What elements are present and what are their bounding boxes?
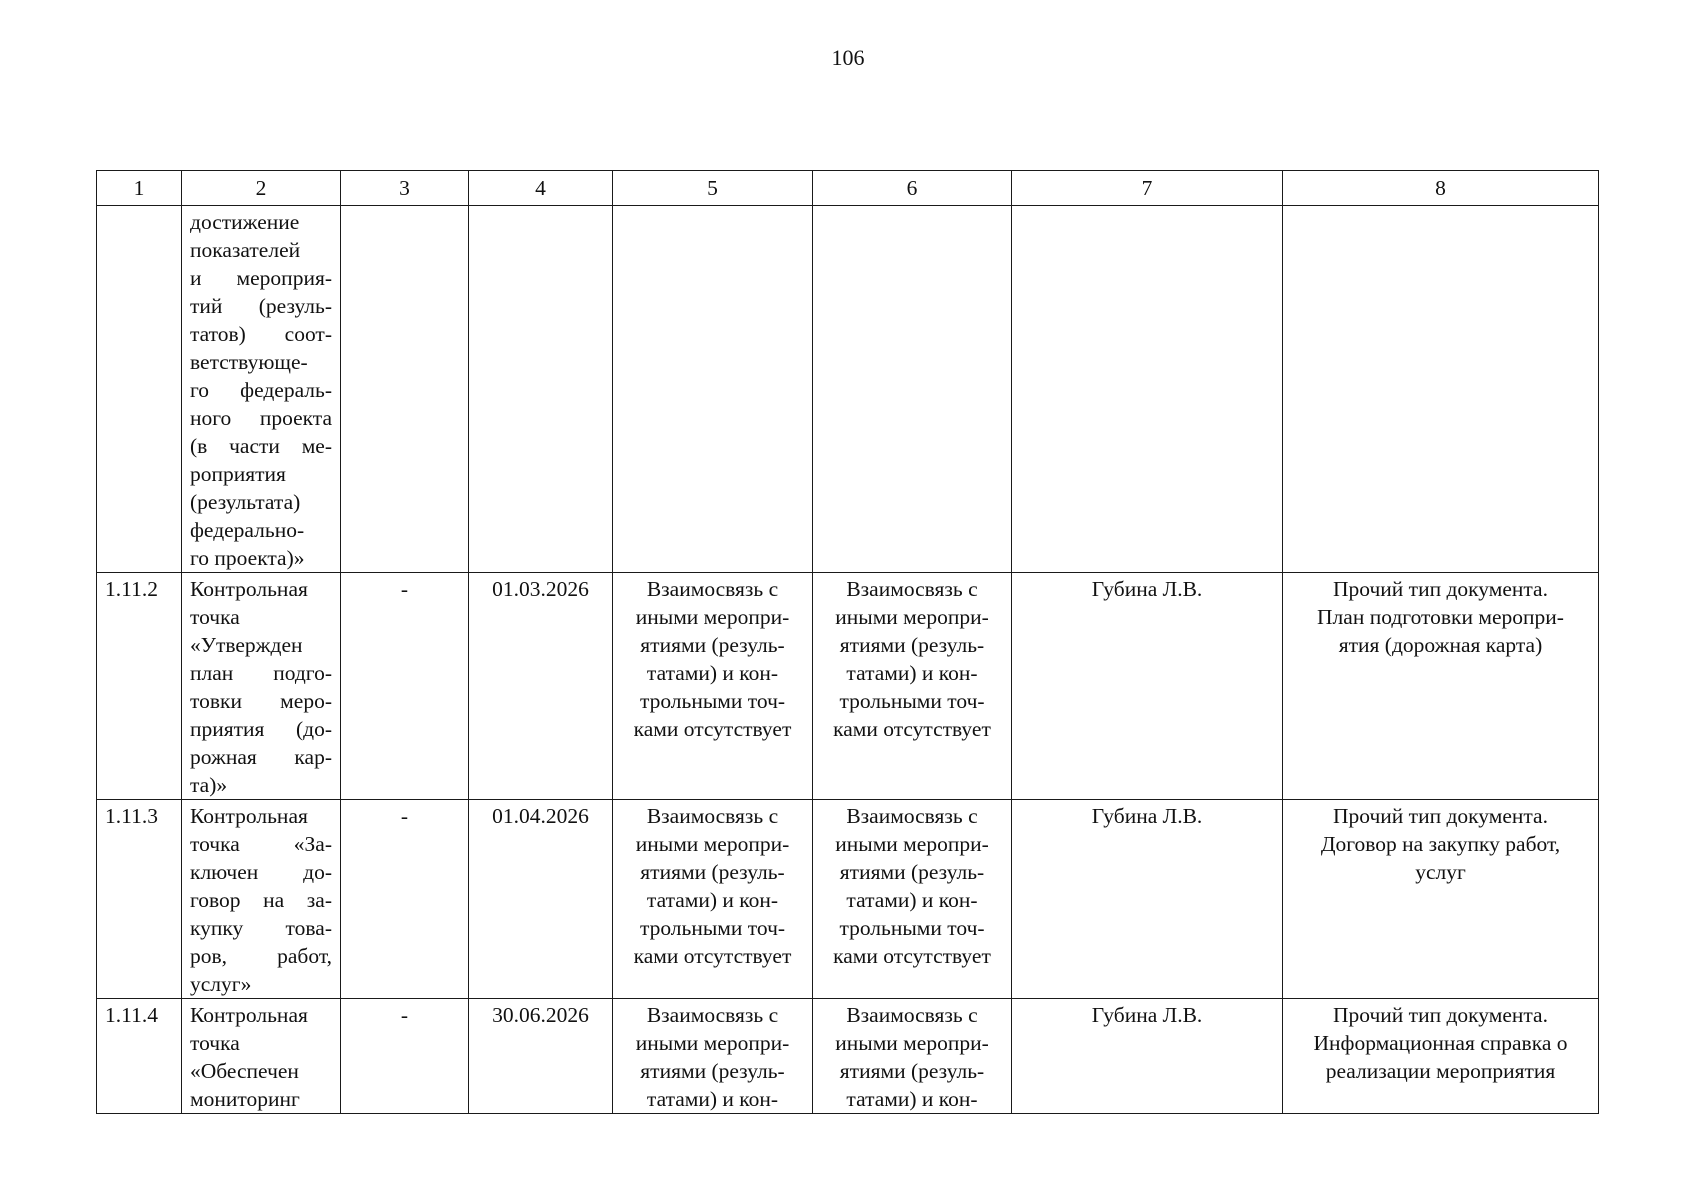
relation-cell-2-line: ками отсутствует [833,944,991,968]
schedule-table [96,170,1599,1114]
column-3-cell [341,206,469,573]
relation-cell-2-line: трольными точ- [839,916,985,940]
responsible-cell [1012,206,1283,573]
relation-cell-line: татами) и кон- [646,888,779,912]
column-3-cell-text [349,206,460,208]
relation-cell-2-line: татами) и кон- [846,661,978,685]
row-number-cell-text: 1.11.2 [105,577,158,601]
event-name-cell-line: та)» [190,773,228,797]
relation-cell-2-line: Взаимосвязь с [846,804,978,828]
row-number-cell [97,573,182,800]
event-name-cell-line: показателей [190,238,301,262]
event-name-cell-line: тий (резуль- [190,294,332,318]
event-name-cell-line: точка [190,605,240,629]
page-number: 106 [831,45,865,70]
document-cell-line: услуг [1415,860,1466,884]
event-name-cell-line: точка «За- [190,832,332,856]
column-header-1: 1 [97,171,182,206]
relation-cell-2-line: иными меропри- [835,1031,989,1055]
date-cell-text: 01.04.2026 [492,804,589,828]
relation-cell [613,800,813,999]
document-cell-line: Информационная справка о [1313,1031,1568,1055]
table-row [97,573,1599,800]
event-name-cell-line: услуг» [190,972,252,996]
event-name-cell-line: Контрольная [190,1003,308,1027]
event-name-cell-line: (результата) [190,490,301,514]
relation-cell-line: ятиями (резуль- [640,1059,785,1083]
column-header-6: 6 [813,171,1012,206]
event-name-cell-line: приятия (до- [190,717,332,741]
responsible-cell-text: Губина Л.В. [1091,804,1203,828]
table-row [97,800,1599,999]
row-number-cell [97,999,182,1114]
responsible-cell [1012,999,1283,1114]
relation-cell-line: трольными точ- [639,916,786,940]
row-number-cell-text: 1.11.3 [105,804,158,828]
event-name-cell-line: федерально- [190,518,305,542]
date-cell-text [477,206,604,208]
document-cell-line: Прочий тип документа. [1333,804,1548,828]
row-number-cell-text [105,206,173,208]
column-header-5: 5 [613,171,813,206]
responsible-cell-text: Губина Л.В. [1091,577,1203,601]
table-row [97,999,1599,1114]
column-3-cell-text: - [400,1003,409,1027]
event-name-cell-line: «Обеспечен [190,1059,299,1083]
event-name-cell-line: точка [190,1031,240,1055]
date-cell [469,999,613,1114]
event-name-cell-line: мониторинг [190,1087,300,1111]
relation-cell [613,999,813,1114]
date-cell [469,206,613,573]
column-3-cell-text: - [400,804,409,828]
event-name-cell-line: рожная кар- [190,745,332,769]
relation-cell-line: ками отсутствует [633,717,792,741]
document-cell [1283,999,1599,1114]
column-3-cell [341,573,469,800]
event-name-cell-line: план подго- [190,661,332,685]
document-cell-line: План подготовки меропри- [1317,605,1564,629]
column-header-4: 4 [469,171,613,206]
date-cell [469,800,613,999]
relation-cell-line: ками отсутствует [633,944,792,968]
relation-cell-line: иными меропри- [635,1031,790,1055]
relation-cell-2-line: иными меропри- [835,832,989,856]
relation-cell-2 [813,999,1012,1114]
event-name-cell-line: (в части ме- [190,434,332,458]
relation-cell-line: Взаимосвязь с [646,804,779,828]
document-cell [1283,573,1599,800]
event-name-cell-line: ного проекта [190,406,332,430]
relation-cell-2-line: трольными точ- [839,689,985,713]
event-name-cell-line: товки меро- [190,689,332,713]
event-name-cell-line: Контрольная [190,804,308,828]
event-name-cell [182,999,341,1114]
column-3-cell [341,800,469,999]
column-3-cell [341,999,469,1114]
event-name-cell-line: говор на за- [190,888,332,912]
row-number-cell [97,206,182,573]
relation-cell-2-line: ками отсутствует [833,717,991,741]
relation-cell-2-line: иными меропри- [835,605,989,629]
document-cell-line: Договор на закупку работ, [1320,832,1561,856]
relation-cell-line: Взаимосвязь с [646,1003,779,1027]
relation-cell [613,206,813,573]
relation-cell-line: ятиями (резуль- [640,633,785,657]
relation-cell-2-line: ятиями (резуль- [839,1059,985,1083]
event-name-cell-line: роприятия [190,462,286,486]
table-row [97,206,1599,573]
event-name-cell-line: и мероприя- [190,266,332,290]
column-3-cell-text: - [400,577,409,601]
relation-cell-2-line: Взаимосвязь с [846,577,978,601]
event-name-cell-line: достижение [190,210,300,234]
event-name-cell-line: татов) соот- [190,322,332,346]
relation-cell-line: татами) и кон- [646,1087,779,1111]
document-cell-line: Прочий тип документа. [1333,1003,1548,1027]
column-header-7: 7 [1012,171,1283,206]
column-header-2: 2 [182,171,341,206]
column-header-3: 3 [341,171,469,206]
relation-cell-line: ятиями (резуль- [640,860,785,884]
relation-cell-2-line: ятиями (резуль- [839,860,985,884]
event-name-cell [182,206,341,573]
relation-cell-2-line: татами) и кон- [846,888,978,912]
event-name-cell-line: купку това- [190,916,332,940]
date-cell-text: 30.06.2026 [492,1003,589,1027]
event-name-cell-line: ключен до- [190,860,332,884]
document-cell-line: ятия (дорожная карта) [1338,633,1543,657]
document-cell [1283,206,1599,573]
row-number-cell-text: 1.11.4 [105,1003,158,1027]
event-name-cell-line: ров, работ, [190,944,332,968]
responsible-cell-text: Губина Л.В. [1091,1003,1203,1027]
event-name-cell [182,800,341,999]
relation-cell-2 [813,800,1012,999]
event-name-cell-line: го проекта)» [190,546,305,570]
relation-cell [613,573,813,800]
date-cell-text: 01.03.2026 [492,577,589,601]
relation-cell-line: Взаимосвязь с [646,577,779,601]
date-cell [469,573,613,800]
relation-cell-line: татами) и кон- [646,661,779,685]
responsible-cell-text [1020,206,1274,208]
table-body [97,206,1599,1114]
document-cell [1283,800,1599,999]
event-name-cell [182,573,341,800]
table-header-row [97,171,1599,206]
relation-cell-2-line: Взаимосвязь с [846,1003,978,1027]
relation-cell-line: трольными точ- [639,689,786,713]
responsible-cell [1012,573,1283,800]
relation-cell-2-line: татами) и кон- [846,1087,978,1111]
event-name-cell-line: го федераль- [190,378,332,402]
relation-cell-2-line: ятиями (резуль- [839,633,985,657]
document-cell-line: реализации мероприятия [1325,1059,1556,1083]
event-name-cell-line: ветствующе- [190,350,308,374]
event-name-cell-line: Контрольная [190,577,308,601]
column-header-8: 8 [1283,171,1599,206]
relation-cell-line: иными меропри- [635,605,790,629]
relation-cell-2 [813,206,1012,573]
relation-cell-line: иными меропри- [635,832,790,856]
event-name-cell-line: «Утвержден [190,633,303,657]
relation-cell-2 [813,573,1012,800]
row-number-cell [97,800,182,999]
responsible-cell [1012,800,1283,999]
document-cell-line: Прочий тип документа. [1333,577,1548,601]
